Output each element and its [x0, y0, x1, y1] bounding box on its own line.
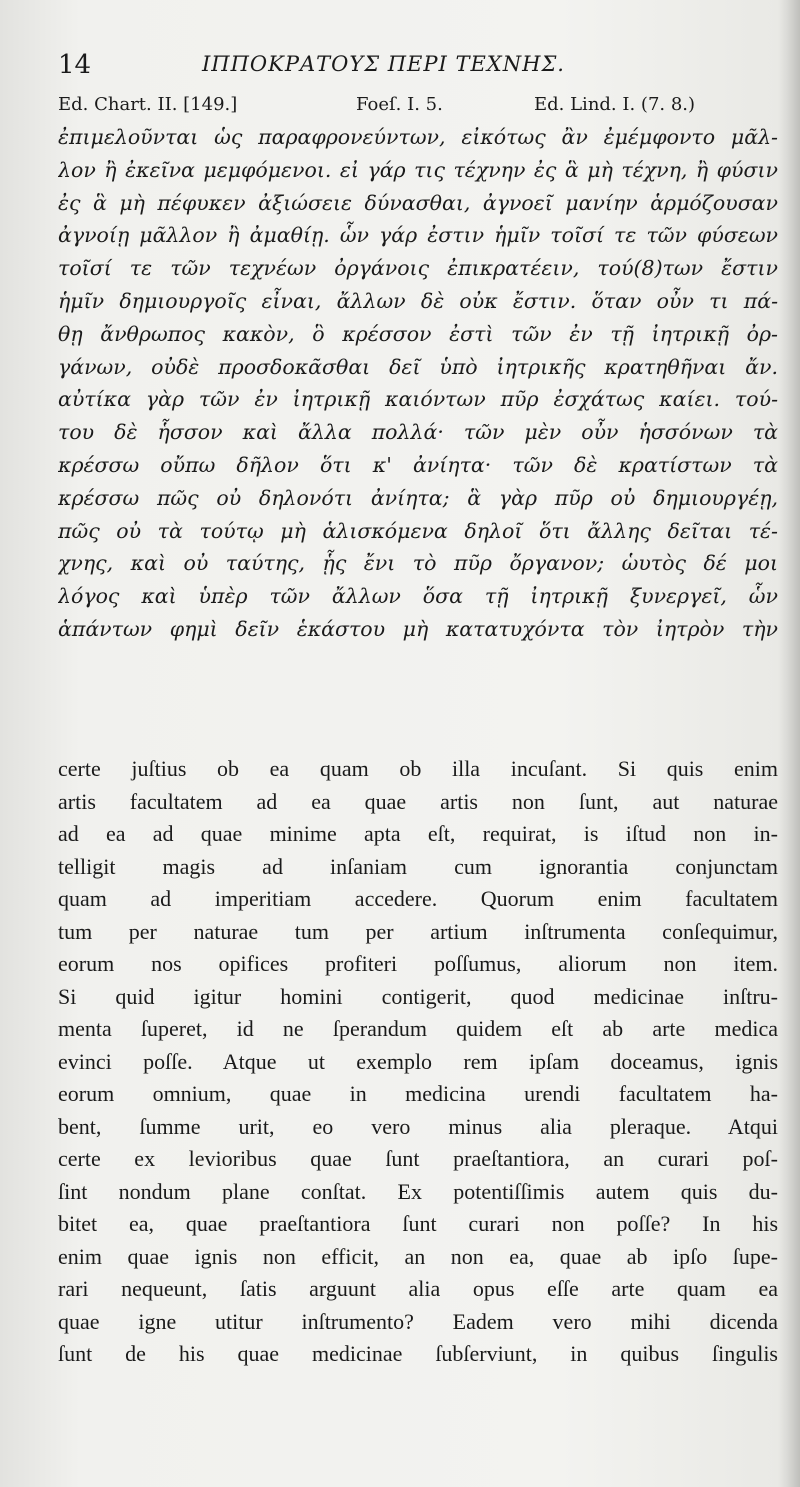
greek-line: χνης, καὶ οὐ ταύτης, ᾗς ἔνι τὸ πῦρ ὄργανον; ὡυτὸς δέ μοι	[58, 551, 778, 576]
latin-line: menta ſuperet, id ne ſperandum quidem eſt ab arte medica	[58, 1016, 778, 1041]
latin-line: bitet ea, quae praeſtantiora ſunt curari non poſſe? In his	[58, 1211, 778, 1236]
running-title: ΙΠΠΟΚΡΑΤΟΥΣ ΠΕΡΙ ΤΕΧΝΗΣ.	[202, 52, 565, 76]
latin-line: ſunt de his quae medicinae ſubſerviunt, in quibus ſingulis	[58, 1341, 778, 1366]
greek-line: γάνων, οὐδὲ προσδοκᾶσθαι δεῖ ὑπὸ ἰητρικῆς κρατηθῆναι ἄν.	[58, 354, 778, 379]
edition-chartier: Ed. Chart. II. [149.]	[58, 94, 238, 115]
latin-line: quam ad imperitiam accedere. Quorum enim facultatem	[58, 886, 778, 911]
latin-line: enim quae ignis non efficit, an non ea, quae ab ipſo ſupe-	[58, 1243, 778, 1269]
greek-text-block	[58, 121, 778, 646]
latin-line: ſint nondum plane conſtat. Ex potentiſſimis autem quis du-	[58, 1178, 778, 1204]
greek-line: λόγος καὶ ὑπὲρ τῶν ἄλλων ὅσα τῇ ἰητρικῇ ξυνεργεῖ, ὧν	[58, 584, 778, 609]
edition-linden: Ed. Lind. I. (7. 8.)	[534, 94, 696, 115]
latin-line: rari nequeunt, ſatis arguunt alia opus eſſe arte quam ea	[58, 1276, 778, 1301]
latin-line: Si quid igitur homini contigerit, quod medicinae inſtru-	[58, 983, 778, 1009]
latin-line: bent, ſumme urit, eo vero minus alia pleraque. Atqui	[58, 1113, 778, 1139]
page-header	[58, 46, 778, 86]
latin-line: certe ex levioribus quae ſunt praeſtantiora, an curari poſ-	[58, 1146, 778, 1171]
greek-line: πῶς οὐ τὰ τούτῳ μὴ ἁλισκόμενα δηλοῖ ὅτι ἄλλης δεῖται τέ-	[58, 518, 778, 543]
latin-line: evinci poſſe. Atque ut exemplo rem ipſam doceamus, ignis	[58, 1048, 778, 1074]
page-binding-shadow	[778, 0, 800, 1487]
page-number: 14	[58, 50, 92, 80]
greek-line: αὐτίκα γὰρ τῶν ἐν ἰητρικῇ καιόντων πῦρ ἐσχάτως καίει. τού-	[58, 387, 778, 412]
latin-line: artis facultatem ad ea quae artis non ſunt, aut naturae	[58, 788, 778, 814]
greek-line: ἀγνοίῃ μᾶλλον ἢ ἀμαθίῃ. ὧν γάρ ἐστιν ἡμῖν τοῖσί τε τῶν φύσεων	[58, 223, 778, 248]
latin-line: certe juſtius ob ea quam ob illa incuſant. Si quis enim	[58, 756, 778, 781]
edition-references	[58, 94, 778, 124]
greek-line: ἐπιμελοῦνται ὡς παραφρονεύντων, εἰκότως ἂν ἐμέμφοντο μᾶλ-	[58, 125, 778, 149]
latin-line: ad ea ad quae minime apta eſt, requirat, is iſtud non in-	[58, 821, 778, 846]
greek-line: θῃ ἄνθρωπος κακὸν, ὃ κρέσσον ἐστὶ τῶν ἐν τῇ ἰητρικῇ ὀρ-	[58, 321, 778, 346]
greek-line: κρέσσω οὔπω δῆλον ὅτι κ' ἀνίητα· τῶν δὲ κρατίστων τὰ	[58, 452, 778, 477]
latin-line: eorum omnium, quae in medicina urendi facultatem ha-	[58, 1081, 778, 1106]
greek-line: λον ἢ ἐκεῖνα μεμφόμενοι. εἰ γάρ τις τέχνην ἐς ἃ μὴ τέχνη, ἢ φύσιν	[58, 157, 778, 182]
greek-line: τοῖσί τε τῶν τεχνέων ὀργάνοις ἐπικρατέειν, τού(8)των ἔστιν	[58, 256, 778, 281]
latin-line: telligit magis ad inſaniam cum ignorantia conjunctam	[58, 853, 778, 879]
latin-translation-block	[58, 753, 778, 1371]
latin-line: eorum nos opifices profiteri poſſumus, aliorum non item.	[58, 951, 778, 976]
edition-foesius: Foeſ. I. 5.	[356, 94, 443, 115]
greek-line: ἡμῖν δημιουργοῖς εἶναι, ἄλλων δὲ οὐκ ἔστιν. ὅταν οὖν τι πά-	[58, 288, 778, 313]
greek-line: του δὲ ἧσσον καὶ ἄλλα πολλά· τῶν μὲν οὖν ἡσσόνων τὰ	[58, 420, 778, 445]
latin-line: quae igne utitur inſtrumento? Eadem vero mihi dicenda	[58, 1308, 778, 1334]
latin-line: tum per naturae tum per artium inſtrumenta conſequimur,	[58, 918, 778, 944]
greek-line: ἐς ἃ μὴ πέφυκεν ἀξιώσειε δύνασθαι, ἀγνοεῖ μανίην ἁρμόζουσαν	[58, 190, 778, 215]
greek-line: κρέσσω πῶς οὐ δηλονότι ἀνίητα; ἃ γὰρ πῦρ οὐ δημιουργέῃ,	[58, 485, 778, 510]
greek-line: ἁπάντων φημὶ δεῖν ἑκάστου μὴ κατατυχόντα τὸν ἰητρὸν τὴν	[58, 616, 778, 641]
